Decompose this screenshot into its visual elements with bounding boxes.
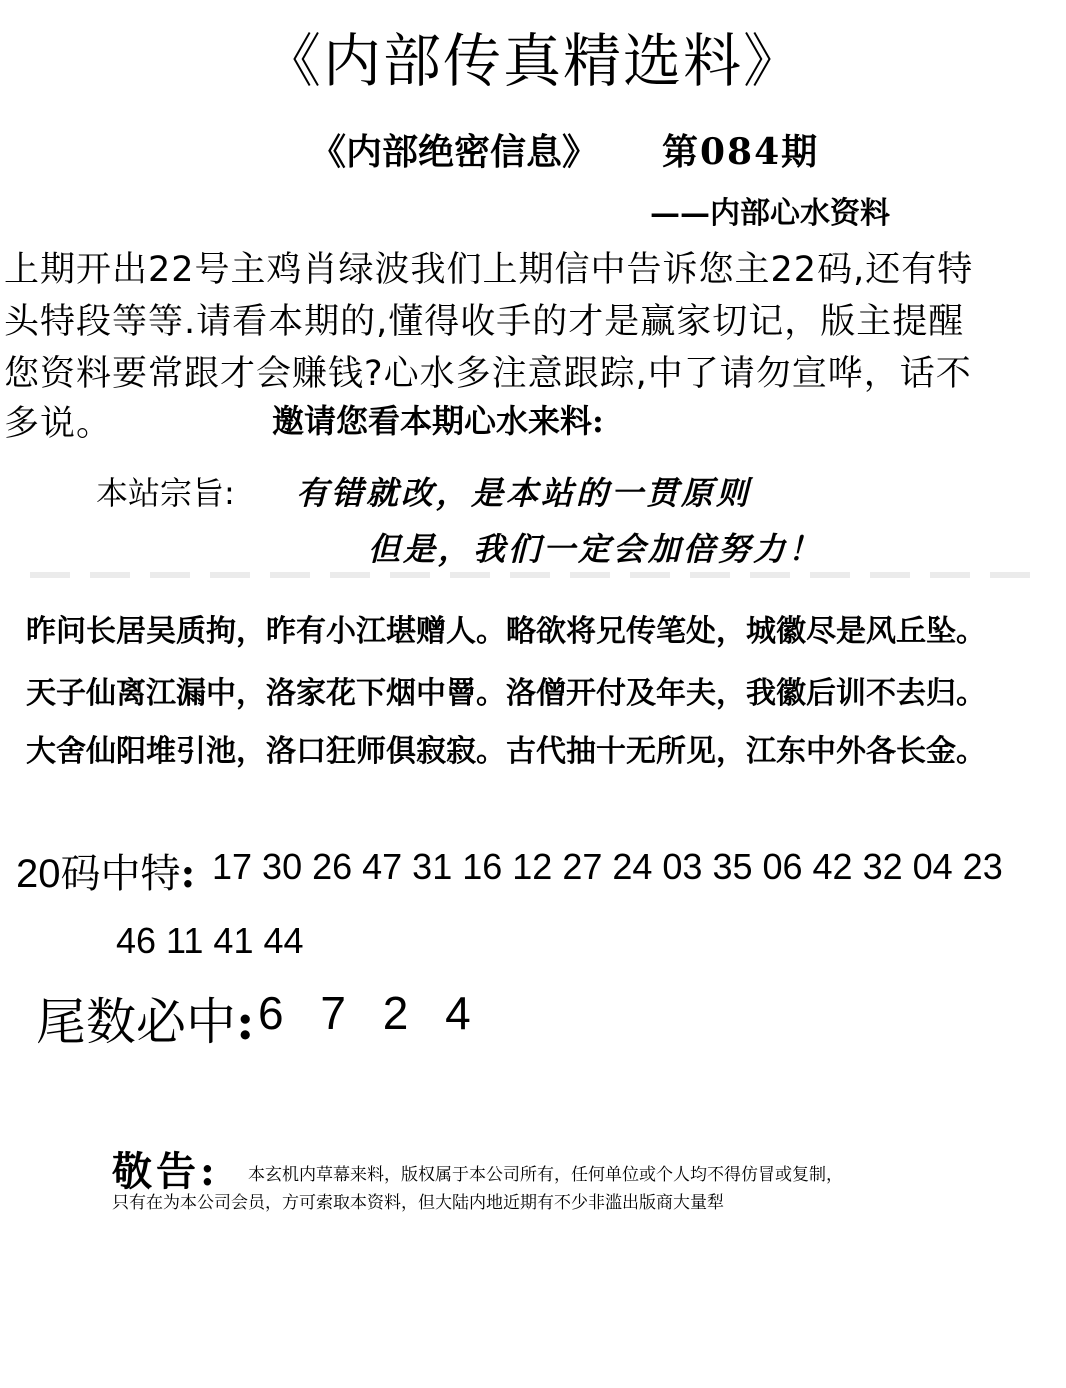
tenet-line-1: 有错就改，是本站的一贯原则 <box>296 474 752 512</box>
poem-line-3: 大舍仙阳堆引池，洛口狂师俱寂寂。古代抽十无所见，江东中外各长金。 <box>26 734 986 769</box>
tail-label-colon: : <box>236 992 255 1051</box>
tenet-label: 本站宗旨: <box>96 474 235 512</box>
numbers-line-2: 46 11 41 44 <box>116 920 304 961</box>
intro-line-4: 多说。 <box>4 404 113 444</box>
intro-line-1: 上期开出22号主鸡肖绿波我们上期信中告诉您主22码,还有特 <box>4 250 974 290</box>
numbers-label-colon: : <box>180 850 196 897</box>
subtitle: 《内部绝密信息》 <box>310 131 599 173</box>
source-label: ——内部心水资料 <box>650 196 890 231</box>
numbers-label-text: 码中特 <box>60 851 181 897</box>
issue-number: 第084期 <box>662 131 820 173</box>
numbers-label <box>16 842 195 899</box>
intro-line-3: 您资料要常跟才会赚钱?心水多注意跟踪,中了请勿宣哗，话不 <box>4 354 972 394</box>
poem-line-2: 天子仙离江漏中，洛家花下烟中罾。洛僧开付及年夫，我徽后训不去归。 <box>26 676 986 711</box>
intro-line-2: 头特段等等.请看本期的,懂得收手的才是赢家切记，版主提醒 <box>4 302 965 342</box>
tail-label <box>36 982 254 1054</box>
invite-text: 邀请您看本期心水来料: <box>272 402 604 440</box>
tail-label-text: 尾数必中 <box>36 993 236 1051</box>
numbers-label-digits: 20 <box>16 852 61 896</box>
notice-line-2: 只有在为本公司会员，方可索取本资料，但大陆内地近期有不少非滥出版商大量犁 <box>112 1193 724 1213</box>
page-title: 《内部传真精选料》 <box>262 27 803 95</box>
numbers-line-1: 17 30 26 47 31 16 12 27 24 03 35 06 42 32 04 23 <box>212 846 1003 887</box>
notice-label: 敬告: <box>112 1148 219 1195</box>
divider <box>30 572 1030 578</box>
poem-line-1: 昨问长居吴质拘，昨有小江堪赠人。略欲将兄传笔处，城徽尽是风丘坠。 <box>26 614 986 649</box>
notice-line-1: 本玄机内草幕来料，版权属于本公司所有，任何单位或个人均不得仿冒或复制， <box>248 1165 843 1185</box>
tail-digits: 6 7 2 4 <box>258 987 471 1039</box>
tenet-line-2: 但是，我们一定会加倍努力！ <box>368 530 824 568</box>
